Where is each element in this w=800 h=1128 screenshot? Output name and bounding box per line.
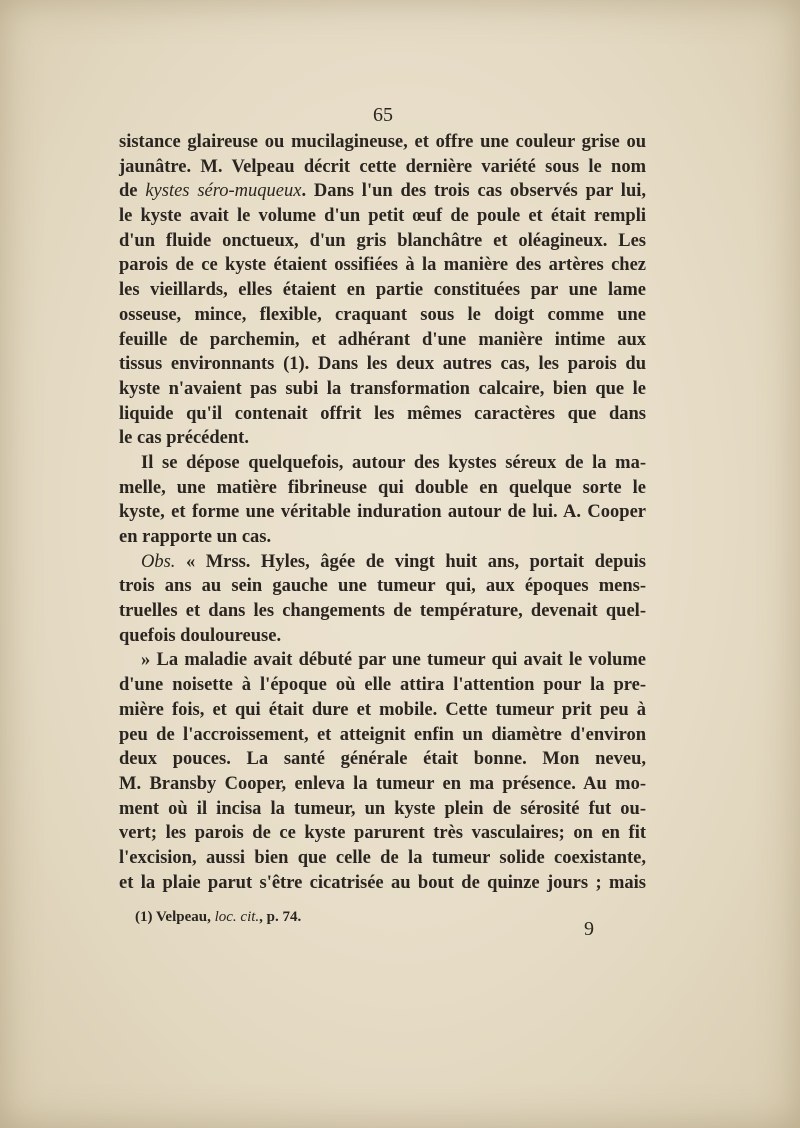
text-line-content: et la plaie parut s'être cicatrisée au bout de quinze jours ; mais <box>119 872 646 893</box>
text-line-content: kyste, et forme une véritable induration autour de lui. A. Cooper <box>119 502 646 523</box>
text-line <box>119 574 646 599</box>
text-line <box>119 723 646 748</box>
body-text <box>119 130 646 895</box>
text-line <box>119 846 646 871</box>
text-line <box>119 747 646 772</box>
text-line-content: parois de ce kyste étaient ossifiées à la manière des artères chez <box>119 255 646 276</box>
text-line-content: Il se dépose quelquefois, autour des kystes séreux de la ma- <box>141 452 646 473</box>
footnote-text-italic: loc. cit. <box>214 909 260 925</box>
text-line <box>119 130 646 155</box>
text-line <box>119 797 646 822</box>
text-line <box>119 155 646 180</box>
text-line-content: melle, une matière fibrineuse qui double en quelque sorte le <box>119 477 646 498</box>
text-line <box>119 278 646 303</box>
text-line-italic: Obs. <box>141 551 176 572</box>
footnote-text-post: , p. 74. <box>259 909 302 925</box>
text-line-content: vert; les parois de ce kyste parurent très vasculaires; on en fit <box>119 823 646 844</box>
text-line-content: d'une noisette à l'époque où elle attira l'attention pour la pre- <box>119 675 646 696</box>
text-line <box>119 698 646 723</box>
text-line <box>119 204 646 229</box>
text-line <box>119 550 646 575</box>
text-line-content: osseuse, mince, flexible, craquant sous le doigt comme une <box>119 304 646 325</box>
text-line-italic: kystes séro-muqueux <box>145 181 302 202</box>
text-line <box>119 673 646 698</box>
text-line-content: en rapporte un cas. <box>119 527 272 547</box>
text-line <box>119 229 646 254</box>
text-line-content: quefois douloureuse. <box>119 625 282 646</box>
text-line-content: ment où il incisa la tumeur, un kyste plein de sérosité fut ou- <box>119 798 646 819</box>
text-line <box>119 377 646 402</box>
text-line <box>119 500 646 525</box>
text-line <box>119 476 646 501</box>
text-line-content: sistance glaireuse ou mucilagineuse, et offre une couleur grise ou <box>119 132 646 152</box>
text-line-post: « Mrss. Hyles, âgée de vingt huit ans, portait depuis <box>175 551 646 572</box>
text-line <box>119 525 646 550</box>
page-number: 65 <box>373 104 393 126</box>
text-line-content: truelles et dans les changements de température, devenait quel- <box>119 601 646 622</box>
text-line-content: mière fois, et qui était dure et mobile. Cette tumeur prit peu à <box>119 699 646 720</box>
signature-mark: 9 <box>584 918 594 940</box>
footnote-text-pre: (1) Velpeau, <box>135 909 215 925</box>
text-line-content: le kyste avait le volume d'un petit œuf de poule et était rempli <box>119 206 646 227</box>
text-line-content: liquide qu'il contenait offrit les mêmes caractères que dans <box>119 403 646 424</box>
text-line <box>119 821 646 846</box>
text-line-content: le cas précédent. <box>119 428 249 449</box>
text-line <box>119 328 646 353</box>
text-line-post: . Dans l'un des trois cas observés par lui, <box>301 181 646 202</box>
text-line <box>119 402 646 427</box>
text-line <box>119 253 646 278</box>
text-line <box>119 426 646 451</box>
text-line-content: kyste n'avaient pas subi la transformation calcaire, bien que le <box>119 378 646 399</box>
text-line-content: feuille de parchemin, et adhérant d'une manière intime aux <box>119 329 646 350</box>
text-line-content: deux pouces. La santé générale était bonne. Mon neveu, <box>119 749 646 770</box>
text-line-content: peu de l'accroissement, et atteignit enfin un diamètre d'environ <box>119 724 646 745</box>
text-line-content: les vieillards, elles étaient en partie constituées par une lame <box>119 280 646 301</box>
text-line-content: jaunâtre. M. Velpeau décrit cette dernière variété sous le nom <box>119 156 646 177</box>
text-line <box>119 871 646 896</box>
text-line <box>119 648 646 673</box>
text-line <box>119 599 646 624</box>
footnote <box>135 909 301 926</box>
text-line-content: tissus environnants (1). Dans les deux autres cas, les parois du <box>119 354 646 375</box>
text-line-content: l'excision, aussi bien que celle de la tumeur solide coexistante, <box>119 847 646 868</box>
text-line-content: trois ans au sein gauche une tumeur qui, aux époques mens- <box>119 576 646 597</box>
text-line-content: M. Bransby Cooper, enleva la tumeur en ma présence. Au mo- <box>119 773 646 794</box>
text-line-pre: de <box>119 181 146 202</box>
text-line-content: » La maladie avait débuté par une tumeur qui avait le volume <box>141 650 646 671</box>
text-line <box>119 179 646 204</box>
text-line <box>119 303 646 328</box>
text-line <box>119 624 646 649</box>
text-line <box>119 772 646 797</box>
text-line <box>119 352 646 377</box>
text-line <box>119 451 646 476</box>
text-line-content: d'un fluide onctueux, d'un gris blanchâtre et oléagineux. Les <box>119 230 646 251</box>
